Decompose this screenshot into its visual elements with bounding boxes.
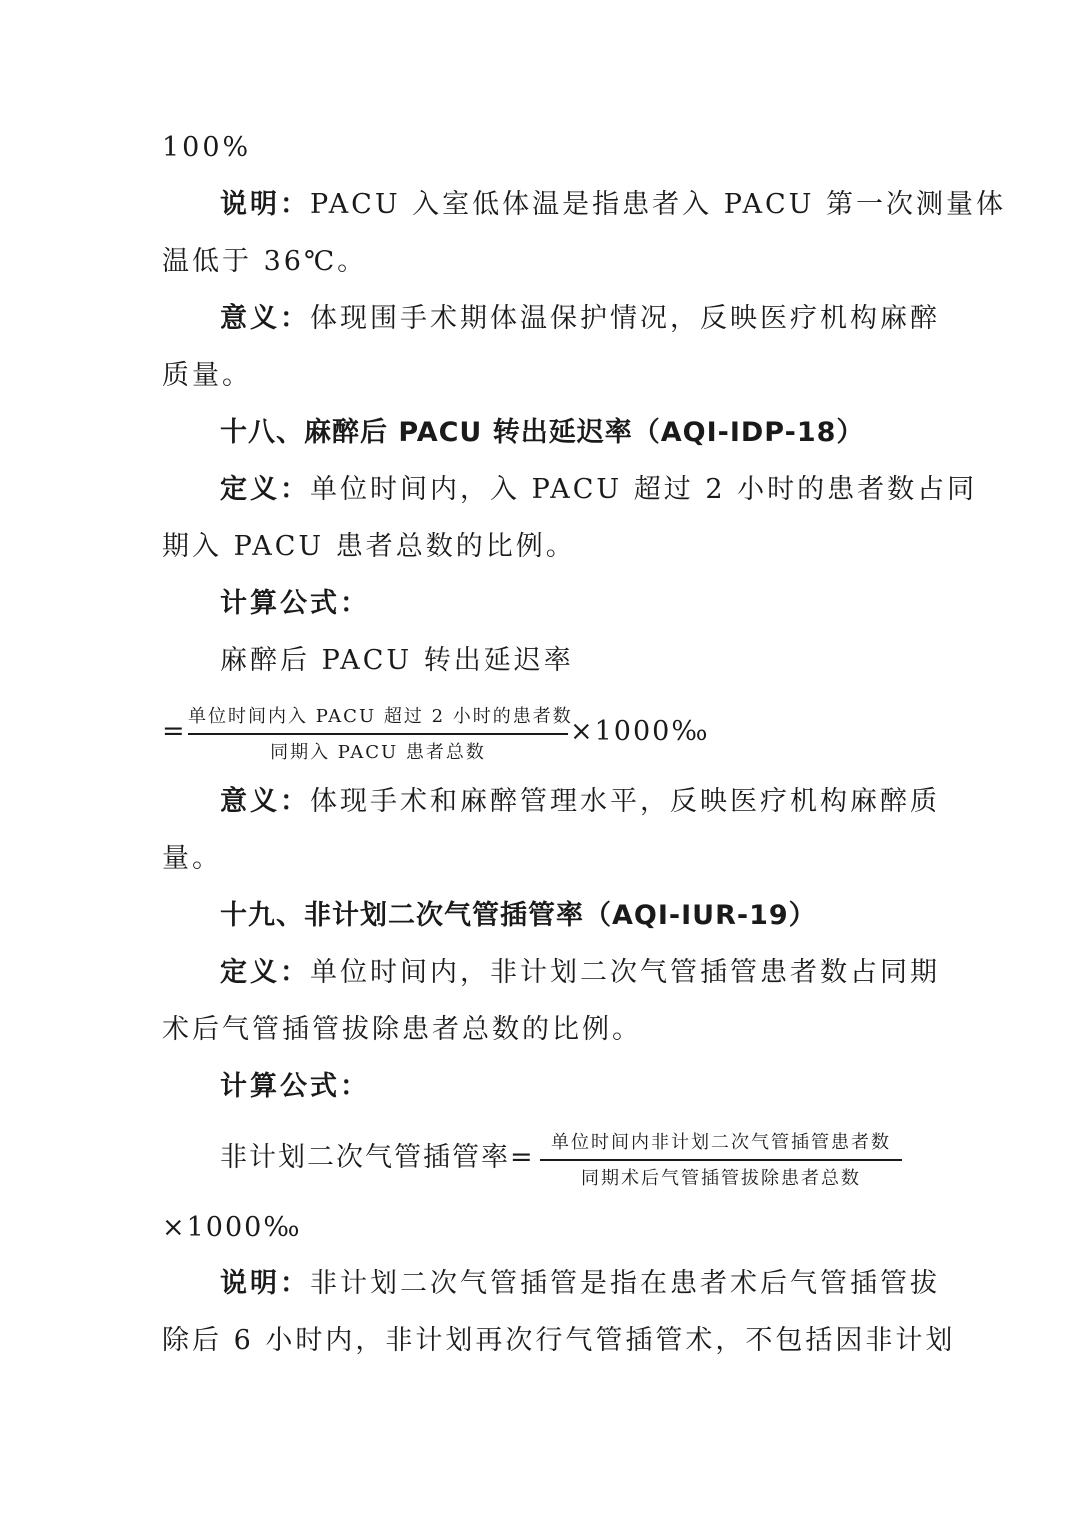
significance-label: 意义： (220, 786, 310, 817)
section-title: 十八、麻醉后 PACU 转出延迟率（AQI-IDP-18） (220, 417, 865, 448)
significance-text: 体现手术和麻醉管理水平，反映医疗机构麻醉质 (310, 786, 940, 817)
text-line (162, 128, 922, 168)
significance-label: 意义： (220, 303, 310, 334)
section-heading-18 (220, 413, 922, 453)
paragraph-explanation-line (220, 185, 1006, 225)
text-fragment: 温低于 36℃。 (162, 246, 368, 277)
paragraph-significance-line (220, 782, 940, 822)
formula-heading (220, 584, 922, 624)
explanation-label: 说明： (220, 1268, 310, 1299)
section-heading-19 (220, 896, 922, 936)
text-line (162, 1321, 956, 1361)
text-line (162, 356, 922, 396)
explanation-label: 说明： (220, 189, 310, 220)
explanation-text: 非计划二次气管插管是指在患者术后气管插管拔 (310, 1268, 940, 1299)
text-fragment: 术后气管插管拔除患者总数的比例。 (162, 1014, 642, 1045)
fraction-1 (188, 704, 573, 766)
equals-sign: = (162, 716, 187, 747)
text-line (162, 1010, 922, 1050)
numerator: 单位时间内非计划二次气管插管患者数 (551, 1132, 891, 1153)
formula-heading (220, 1067, 922, 1107)
text-line (162, 527, 922, 567)
definition-label: 定义： (220, 474, 310, 505)
paragraph-significance-line (220, 299, 940, 339)
text-line (162, 839, 922, 879)
formula-lhs: 非计划二次气管插管率= (220, 1142, 535, 1173)
fraction-bar (188, 733, 568, 735)
denominator: 同期入 PACU 患者总数 (270, 742, 486, 763)
text-fragment: 100% (162, 132, 252, 163)
formula-label: 计算公式： (220, 1071, 370, 1102)
paragraph-definition-line (220, 470, 978, 510)
paragraph-definition-line (220, 953, 940, 993)
definition-label: 定义： (220, 957, 310, 988)
multiplier: ×1000‰ (570, 716, 710, 747)
formula-label: 计算公式： (220, 588, 370, 619)
text-fragment: 量。 (162, 843, 222, 874)
fraction-bar (540, 1159, 902, 1161)
numerator: 单位时间内入 PACU 超过 2 小时的患者数 (188, 706, 573, 727)
fraction-2 (540, 1130, 902, 1192)
multiplier: ×1000‰ (162, 1212, 302, 1243)
text-fragment: 期入 PACU 患者总数的比例。 (162, 531, 576, 562)
formula-title: 麻醉后 PACU 转出延迟率 (220, 645, 574, 676)
significance-text: 体现围手术期体温保护情况，反映医疗机构麻醉 (310, 303, 940, 334)
denominator: 同期术后气管插管拔除患者总数 (581, 1168, 861, 1189)
text-fragment: 除后 6 小时内，非计划再次行气管插管术，不包括因非计划 (162, 1325, 956, 1356)
formula-name (220, 641, 922, 681)
section-title: 十九、非计划二次气管插管率（AQI-IUR-19） (220, 900, 817, 931)
explanation-text: PACU 入室低体温是指患者入 PACU 第一次测量体 (310, 189, 1006, 220)
text-line (162, 242, 922, 282)
text-fragment: 质量。 (162, 360, 252, 391)
definition-text: 单位时间内，入 PACU 超过 2 小时的患者数占同 (310, 474, 978, 505)
definition-text: 单位时间内，非计划二次气管插管患者数占同期 (310, 957, 940, 988)
paragraph-explanation-line (220, 1264, 940, 1304)
